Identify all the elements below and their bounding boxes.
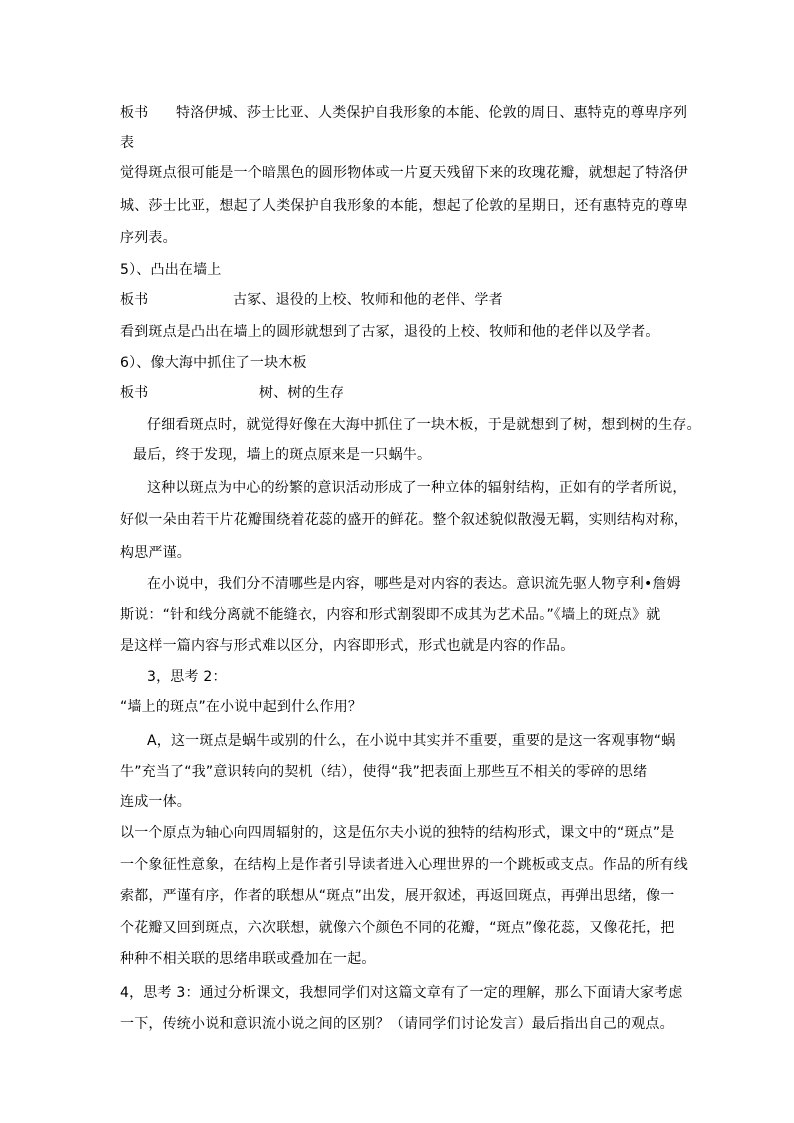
paragraph-line: 一下，传统小说和意识流小说之间的区别？（请同学们讨论发言）最后指出自己的观点。: [120, 1016, 674, 1032]
board-label: 板书: [120, 105, 149, 121]
paragraph-line: 牛”充当了“我”意识转向的契机（结），使得“我”把表面上那些互不相关的零碎的思绪: [120, 764, 648, 780]
paragraph-line: 索都，严谨有序，作者的联想从“斑点”出发，展开叙述，再返回斑点，再弹出思绪，像一: [120, 888, 675, 904]
paragraph-line: 连成一体。: [120, 794, 191, 810]
board-line-1-cont: 表: [120, 135, 135, 151]
board-content: 古冢、退役的上校、牧师和他的老伴、学者: [233, 292, 503, 308]
paragraph-line: 序列表。: [120, 230, 177, 246]
paragraph-line: 种种不相关联的思绪串联或叠加在一起。: [120, 951, 376, 967]
section-heading: 6）、像大海中抓住了一块木板: [120, 355, 307, 371]
paragraph-line: 个花瓣又回到斑点，六次联想，就像六个颜色不同的花瓣，“斑点”像花蕊，又像花托，把: [120, 920, 675, 936]
section-heading: 5）、凸出在墙上: [120, 262, 222, 278]
paragraph-line: 城、莎士比亚，想起了人类保护自我形象的本能，想起了伦敦的星期日，还有惠特克的尊卑: [120, 198, 688, 214]
question-text: “墙上的斑点”在小说中起到什么作用？: [120, 699, 363, 715]
board-line-2: [120, 290, 503, 310]
paragraph-line: 一个象征性意象，在结构上是作者引导读者进入心理世界的一个跳板或支点。作品的所有线: [120, 857, 688, 873]
paragraph-line: 觉得斑点很可能是一个暗黑色的圆形物体或一片夏天残留下来的玫瑰花瓣，就想起了特洛伊: [120, 165, 688, 181]
board-content: 特洛伊城、莎士比亚、人类保护自我形象的本能、伦敦的周日、惠特克的尊卑序列: [176, 105, 688, 121]
paragraph-line: 是这样一篇内容与形式难以区分，内容即形式，形式也就是内容的作品。: [120, 638, 575, 654]
section-heading: 3，思考 2：: [147, 669, 227, 685]
paragraph-line: 以一个原点为轴心向四周辐射的，这是伍尔夫小说的独特的结构形式，课文中的“斑点”是: [120, 825, 675, 841]
paragraph-line: 仔细看斑点时，就觉得好像在大海中抓住了一块木板，于是就想到了树，想到树的生存。: [147, 417, 701, 433]
paragraph-line: 构思严谨。: [120, 545, 191, 561]
paragraph-line: 看到斑点是凸出在墙上的圆形就想到了古冢，退役的上校、牧师和他的老伴以及学者。: [120, 324, 660, 340]
paragraph-line: 这种以斑点为中心的纷繁的意识活动形成了一种立体的辐射结构，正如有的学者所说，: [147, 480, 687, 496]
board-label: 板书: [120, 385, 149, 401]
paragraph-line: 好似一朵由若干片花瓣围绕着花蕊的盛开的鲜花。整个叙述貌似散漫无羁，实则结构对称，: [120, 512, 688, 528]
board-label: 板书: [120, 292, 149, 308]
board-line-1: [120, 103, 687, 123]
paragraph-line: 斯说：“针和线分离就不能缝衣，内容和形式割裂即不成其为艺术品。”《墙上的斑点》就: [120, 607, 661, 623]
board-line-3: [120, 383, 344, 403]
paragraph-line: 在小说中，我们分不清哪些是内容，哪些是对内容的表达。意识流先驱人物亨利•詹姆: [147, 576, 681, 592]
paragraph-line: 最后，终于发现，墙上的斑点原来是一只蜗牛。: [133, 447, 432, 463]
paragraph-line: 4，思考 3：通过分析课文，我想同学们对这篇文章有了一定的理解，那么下面请大家考虑: [120, 985, 683, 1001]
board-content: 树、树的生存: [259, 385, 345, 401]
paragraph-line: A，这一斑点是蜗牛或别的什么，在小说中其实并不重要，重要的是这一客观事物“蜗: [147, 733, 676, 749]
